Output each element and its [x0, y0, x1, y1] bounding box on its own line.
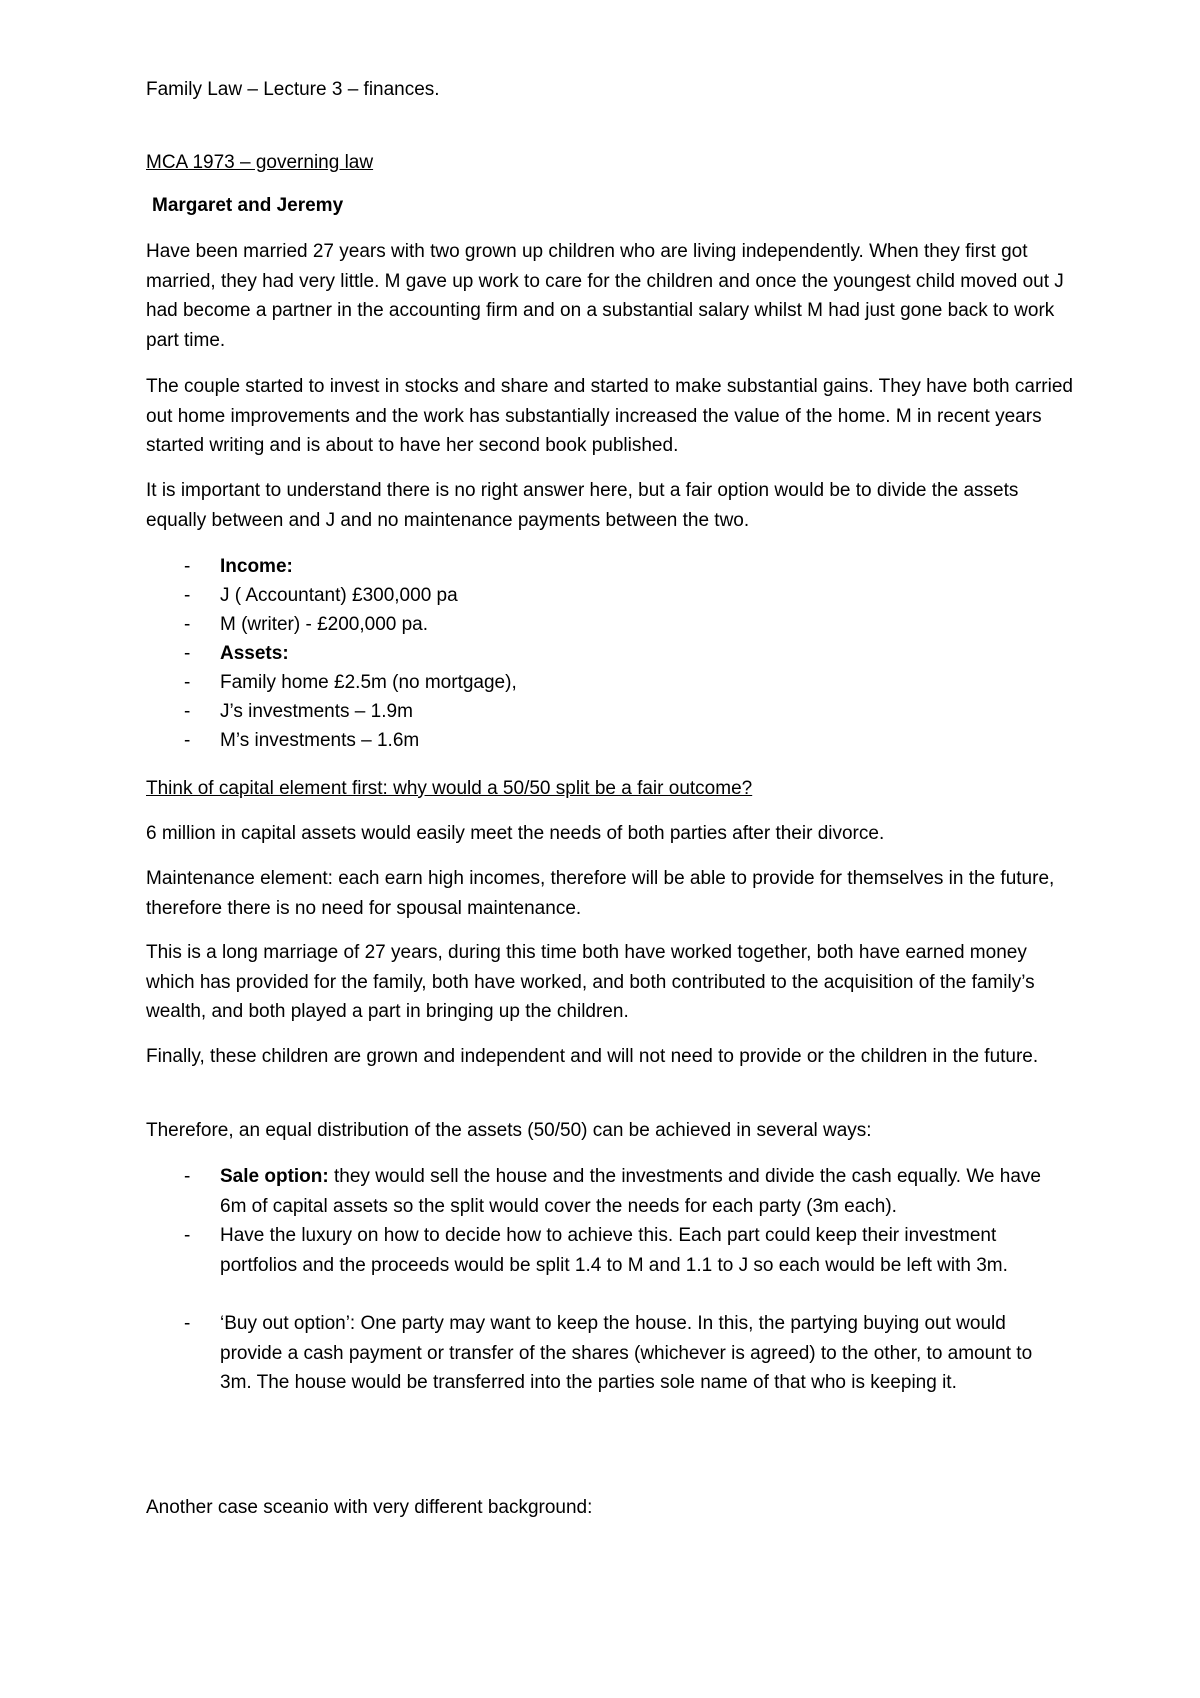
paragraph-long-marriage: This is a long marriage of 27 years, during this time both have worked together, both have earned money which has provided for the family, both have worked, and both contributed to the acquisition of the family’s wealth, and both played a part in bringing up the children.: [146, 942, 1035, 1022]
paragraph-maintenance: Maintenance element: each earn high incomes, therefore will be able to provide for themselves in the future, therefore there is no need for spousal maintenance.: [146, 868, 1055, 919]
list-item-text: J’s investments – 1.9m: [220, 701, 413, 722]
list-item-text: Income:: [220, 556, 293, 577]
list-dash: -: [184, 701, 191, 722]
paragraph-capital: 6 million in capital assets would easily meet the needs of both parties after their divorce.: [146, 823, 885, 844]
governing-law-heading: MCA 1973 – governing law: [146, 152, 374, 173]
list-item-text: M (writer) - £200,000 pa.: [220, 614, 429, 635]
paragraph-fair-option: It is important to understand there is no right answer here, but a fair option would be to divide the assets equally between and J and no maintenance payments between the two.: [146, 480, 1019, 531]
list-dash: -: [184, 1313, 191, 1334]
list-item-text: [220, 1221, 1050, 1280]
list-item-text: Family home £2.5m (no mortgage),: [220, 672, 517, 693]
list-item-text: M’s investments – 1.6m: [220, 730, 420, 751]
list-dash: -: [184, 643, 191, 664]
list-item: [146, 1162, 1076, 1221]
list-item-text: [220, 1162, 1050, 1221]
paragraph-investments: The couple started to invest in stocks and share and started to make substantial gains. They have both carried out home improvements and the work has substantially increased the value of the home. M in recent years started writing and is about to have her second book published.: [146, 376, 1073, 456]
option-text: they would sell the house and the investments and divide the cash equally. We have 6m of capital assets so the split would cover the needs for each party (3m each).: [220, 1166, 1041, 1217]
paragraph-distribution: Therefore, an equal distribution of the assets (50/50) can be achieved in several ways:: [146, 1120, 872, 1141]
closing-line: Another case sceanio with very different background:: [146, 1497, 593, 1518]
list-item-text: Assets:: [220, 643, 289, 664]
list-item: [146, 1221, 1076, 1280]
paragraph-background: Have been married 27 years with two grown up children who are living independently. When they first got married, they had very little. M gave up work to care for the children and once the youngest child moved out J had become a partner in the accounting firm and on a substantial salary whilst M had just gone back to work part time.: [146, 241, 1064, 351]
list-dash: -: [184, 1166, 191, 1187]
document-title: Family Law – Lecture 3 – finances.: [146, 79, 440, 100]
list-item-text: [220, 1309, 1050, 1398]
list-item: [146, 1309, 1076, 1398]
paragraph-children: Finally, these children are grown and independent and will not need to provide or the children in the future.: [146, 1046, 1039, 1067]
capital-question: Think of capital element first: why would a 50/50 split be a fair outcome?: [146, 778, 753, 799]
list-item-text: J ( Accountant) £300,000 pa: [220, 585, 458, 606]
list-dash: -: [184, 585, 191, 606]
list-dash: -: [184, 672, 191, 693]
list-dash: -: [184, 1225, 191, 1246]
option-text: Have the luxury on how to decide how to achieve this. Each part could keep their investment portfolios and the proceeds would be split 1.4 to M and 1.1 to J so each would be left with 3m.: [220, 1225, 1008, 1276]
list-dash: -: [184, 556, 191, 577]
list-dash: -: [184, 730, 191, 751]
option-text: ‘Buy out option’: One party may want to keep the house. In this, the partying buying out would provide a cash payment or transfer of the shares (whichever is agreed) to the other, to amount to 3m. The house would be transferred into the parties sole name of that who is keeping it.: [220, 1313, 1033, 1393]
option-label: Sale option:: [220, 1166, 329, 1187]
list-dash: -: [184, 614, 191, 635]
case-heading: Margaret and Jeremy: [152, 195, 344, 216]
